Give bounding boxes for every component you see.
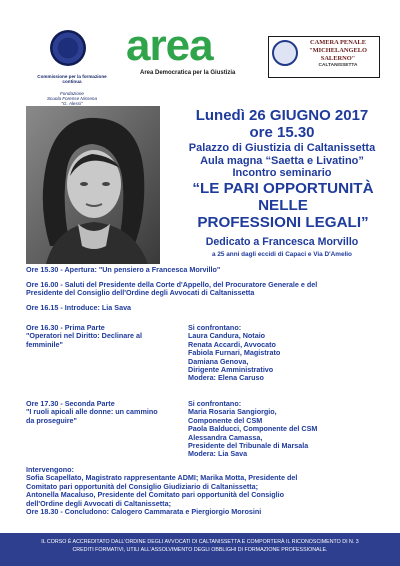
speaker-line: Damiana Genova, <box>188 356 249 366</box>
program-1600-line1: Ore 16.00 - Saluti del Presidente della Corte d'Appello, del Procuratore Generale e del <box>26 280 318 289</box>
speaker-line: Si confrontano: <box>188 399 242 408</box>
dedication: Dedicato a Francesca Morvillo <box>205 236 359 248</box>
camera-penale-city: CALTANISSETTA <box>318 63 358 68</box>
interventions-line: Comitato pari opportunità del Consiglio Giudiziario di Caltanissetta; <box>26 481 259 491</box>
speaker-line: Fabiola Furnari, Magistrato <box>188 348 281 358</box>
commission-caption-line2: Fondazione <box>59 90 84 96</box>
program-1630 <box>26 324 186 349</box>
interventions-line: Intervengono: <box>26 465 74 474</box>
speaker-line: Componente del CSM <box>188 415 263 425</box>
speaker-line: Modera: Elena Caruso <box>188 373 264 383</box>
program-1630-line3: femminile" <box>26 339 63 349</box>
program-1730 <box>26 400 186 425</box>
program-1730-line1: Ore 17.30 - Seconda Parte <box>26 399 115 408</box>
speaker-line: Renata Accardi, Avvocato <box>188 339 276 349</box>
accreditation-note <box>30 538 370 554</box>
area-logo-subtitle: Area Democratica per la Giustizia <box>140 70 236 76</box>
interventions-line: Ore 18.30 - Concludono: Calogero Cammarata e Piergiorgio Morosini <box>26 507 262 517</box>
event-time: ore 15.30 <box>249 124 315 141</box>
dedication-subtitle: a 25 anni dagli eccidi di Capaci e Via D'Amelio <box>212 251 352 258</box>
commission-caption-line4: "G. Alessi" <box>61 101 83 107</box>
camera-penale-title <box>298 39 378 63</box>
program-1630-line1: Ore 16.30 - Prima Parte <box>26 323 105 332</box>
program-1600 <box>26 281 376 298</box>
accreditation-line2: CREDITI FORMATIVI, UTILI ALL'ASSOLVIMENTO DEGLI OBBLIGHI DI FORMAZIONE PROFESSIONALE. <box>72 547 328 553</box>
commission-caption-line3: Scuola Forense Nissena <box>46 95 98 101</box>
program-1600-line2: Presidente del Consiglio dell'Ordine degli Avvocati di Caltanissetta <box>26 288 255 298</box>
portrait-photo <box>26 106 160 264</box>
interventions-line: Antonella Macaluso, Presidente del Comitato pari opportunità del Consiglio <box>26 490 284 500</box>
area-logo <box>126 21 274 76</box>
seminar-title-line3: PROFESSIONI LEGALI” <box>197 214 369 231</box>
interventions-line: Sofia Scapellato, Magistrato rappresentante ADMI; Marika Motta, Presidente del <box>26 473 298 483</box>
area-logo-text: area <box>126 21 213 70</box>
interventions <box>26 466 376 516</box>
program-1730-line2: "I ruoli apicali alle donne: un cammino <box>26 407 158 417</box>
venue-line3: Incontro seminario <box>232 167 332 179</box>
program-1615: Ore 16.15 - Introduce: Lia Sava <box>26 303 132 312</box>
venue-line2: Aula magna “Saetta e Livatino” <box>200 154 364 167</box>
speaker-line: Maria Rosaria Sangiorgio, <box>188 407 277 417</box>
speaker-line: Paola Balducci, Componente del CSM <box>188 424 318 434</box>
interventions-line: dell'Ordine degli Avvocati di Caltanissetta; <box>26 498 171 508</box>
camera-penale-emblem-icon <box>272 40 298 66</box>
speaker-line: Presidente del Tribunale di Marsala <box>188 441 309 451</box>
venue-line1: Palazzo di Giustizia di Caltanissetta <box>188 142 376 154</box>
event-date: Lunedì 26 GIUGNO 2017 <box>195 107 369 124</box>
speaker-line: Si confrontano: <box>188 323 242 332</box>
accreditation-line1: IL CORSO È ACCREDITATO DALL'ORDINE DEGLI AVVOCATI DI CALTANISSETTA E COMPORTERÀ IL RICONOSCIMENTO DI N. 3 <box>41 539 359 545</box>
program-1730-line3: da proseguire" <box>26 415 77 425</box>
program-1730-speakers <box>188 400 388 459</box>
seminar-title-line1: “LE PARI OPPORTUNITÀ <box>192 180 374 197</box>
speaker-line: Modera: Lia Sava <box>188 449 248 459</box>
program-1530: Ore 15.30 - Apertura: "Un pensiero a Francesca Morvillo" <box>26 265 221 274</box>
seminar-title <box>170 180 396 231</box>
camera-penale-title-line2: "MICHELANGELO SALERNO" <box>309 47 367 62</box>
camera-penale-title-line1: CAMERA PENALE <box>310 39 366 46</box>
program-1630-speakers <box>188 324 388 383</box>
event-venue <box>172 142 392 180</box>
program-1630-line2: "Operatori nel Diritto: Declinare al <box>26 331 143 341</box>
speaker-line: Alessandra Camassa, <box>188 432 263 442</box>
commission-seal-logo <box>50 30 86 66</box>
speaker-line: Laura Candura, Notaio <box>188 331 266 341</box>
commission-caption-line1: Commissione per la formazione continua <box>37 74 107 85</box>
speaker-line: Dirigente Amministrativo <box>188 365 274 375</box>
commission-caption <box>30 74 114 106</box>
seminar-title-line2: NELLE <box>258 197 308 214</box>
